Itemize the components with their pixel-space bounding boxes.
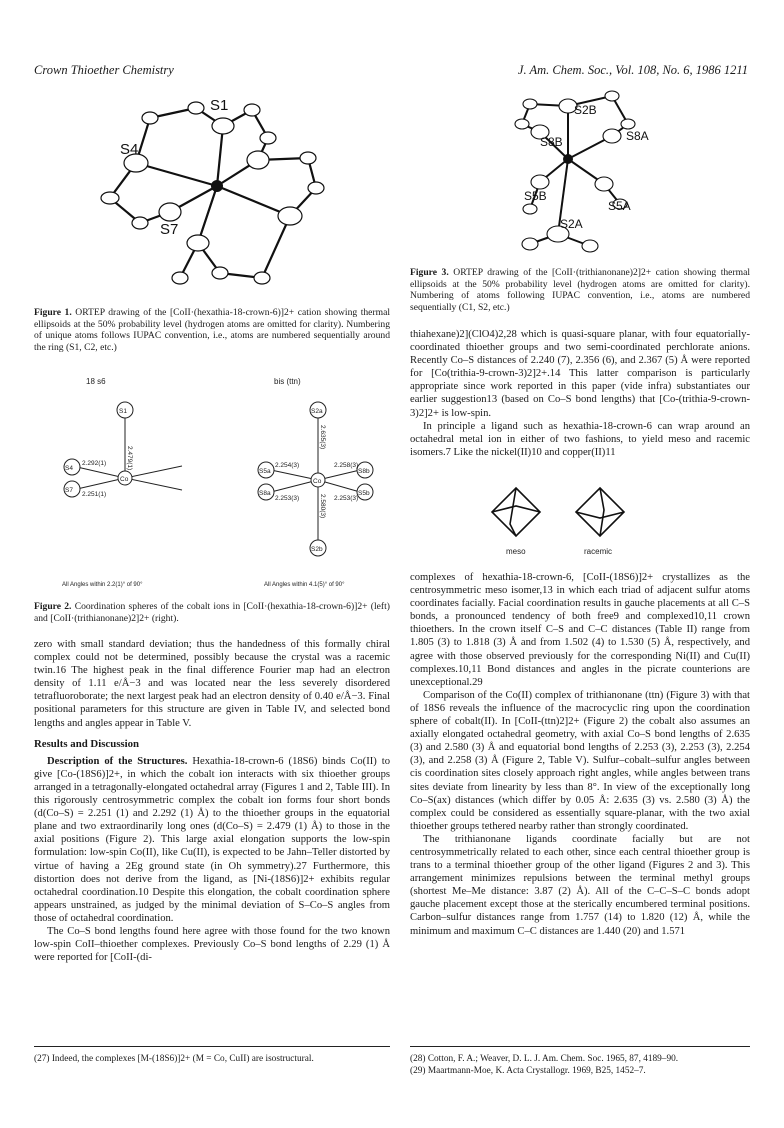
figure-3-label: Figure 3.	[410, 267, 449, 278]
running-header-left: Crown Thioether Chemistry	[34, 63, 174, 77]
isomer-meso-label: meso	[506, 547, 526, 556]
right-footnote-1: (28) Cotton, F. A.; Weaver, D. L. J. Am. Chem. Soc. 1965, 87, 4189–90.	[410, 1054, 679, 1064]
subsection-lead: Description of the Structures.	[47, 755, 188, 767]
fig2-right-bond-eq4: 2.253(3)	[334, 495, 359, 502]
right-footnote-rule	[410, 1046, 750, 1047]
left-para-3: The Co–S bond lengths found here agree with those found for the two known low-spin CoII–thioether complexes. Previously Co–S bond lengths of 2.29 (1) Å were reported for [CoII-(di-	[34, 925, 390, 964]
fig3-label-s8b: S8B	[540, 135, 563, 149]
fig2-right-bond-axial-b: 2.580(3)	[319, 494, 326, 519]
fig2-right-atom-s2a: S2a	[311, 408, 323, 415]
fig3-label-s2a: S2A	[560, 217, 583, 231]
left-column-body	[34, 638, 390, 964]
fig2-right-title: bis (ttn)	[274, 377, 301, 386]
fig2-right-bond-eq2: 2.258(3)	[334, 462, 359, 469]
running-header-right: J. Am. Chem. Soc., Vol. 108, No. 6, 1986 1211	[517, 63, 748, 77]
fig2-left-bond-eq2: 2.251(1)	[82, 491, 107, 498]
right-para-1: thiahexane)2](ClO4)2,28 which is quasi-square planar, with four equatorially-coordinated thioether groups and two semi-coordinated perchlorate anions. Recently Co–S distances of 2.240 (7), 2.356 (6), and 2.367 (5) Å were reported for [Co(trithia-9-crown-3)2]2+.14 This latter comparison is particularly appropriate since work reported in this paper (vide infra) substantiates our earlier suggestion13 (based on Co–S bond lengths) that [Co-(trithia-9-crown-3)2]2+ is low-spin.	[410, 329, 750, 419]
left-para-2: Hexathia-18-crown-6 (18S6) binds Co(II) to give [Co-(18S6)]2+, in which the cobalt ion interacts with six thioether groups arranged in a tetragonally-elongated octahedral array (Figures 1 and 2, Table III). In this rigorously centrosymmetric complex the cobalt ion forms four short bonds (d(Co–S) = 2.251 (1) and 2.292 (1) Å) to the thioether groups in the equatorial plane and two extraordinarily long ones (d(Co–S) = 2.479 (1) Å) to those in the axial positions (Figure 2). This large axial elongation supports the low-spin formulation: low-spin Co(II), like Cu(II), is expected to be Jahn–Teller distorted by virtue of having a 2Eg ground state (in Oh symmetry).27 Furthermore, this distortion does not derive from the ligand, as [Ni-(18S6)]2+ exhibits regular octahedral coordination.10 Despite this elongation, the cobalt coordination sphere appears unstrained, as judged by the minimal deviation of S–Co–S angles from those of octahedral coordination.	[34, 755, 390, 924]
section-heading-results: Results and Discussion	[34, 737, 140, 750]
figure-1-caption-text: ORTEP drawing of the [CoII·(hexathia-18-crown-6)]2+ cation showing thermal ellipsoids at the 50% probability level (hydrogen atoms are omitted for clarity). Numbering of unique atoms follows IUPAC convention, i.e., atoms are numbered sequentially around the ring (S1, C2, etc.)	[34, 307, 390, 353]
isomer-sketches	[480, 484, 670, 560]
figure-3-caption-text: ORTEP drawing of the [CoII·(trithianonane)2]2+ cation showing thermal ellipsoids at the 50% probability level (hydrogen atoms are omitted for clarity). Numbering of atoms following IUPAC convention, i.e., atoms are numbered sequentially (C1, S2, etc.)	[410, 267, 750, 313]
fig2-left-atom-co: Co	[120, 476, 129, 483]
fig2-right-atom-s8a: S8a	[259, 490, 271, 497]
left-para-1: zero with small standard deviation; thus the handedness of this formally chiral complex could not be determined, possibly because the crystal was a racemic twin.16 The highest peak in the final difference Fourier map had an electron density of 1.11 e/Å−3 and was located near the less severely disordered tetrafluoroborate; the next largest peak had an electron density of 0.40 e/Å−3. Final positional parameters for this structure are given in Table IV, and selected bond lengths and angles appear in Table V.	[34, 639, 390, 729]
left-footnote: (27) Indeed, the complexes [M-(18S6)]2+ (M = Co, CuII) are isostructural.	[34, 1054, 314, 1064]
fig1-label-s7: S7	[160, 221, 179, 238]
fig2-right-bond-axial-a: 2.635(3)	[319, 425, 326, 450]
right-column-body-top	[410, 328, 750, 459]
figure-1-label: Figure 1.	[34, 307, 72, 318]
figure-2-caption-text: Coordination spheres of the cobalt ions in [CoII·(hexathia-18-crown-6)]2+ (left) and [CoII·(trithianonane)2]2+ (right).	[34, 601, 390, 624]
fig1-label-s1: S1	[210, 97, 229, 114]
fig2-left-title: 18 s6	[86, 377, 106, 386]
figure-2-caption	[34, 601, 390, 624]
figure-2-coordination	[34, 370, 390, 600]
fig3-label-s8a: S8A	[626, 129, 649, 143]
fig1-label-s4: S4	[120, 141, 139, 158]
fig2-left-atom-s1: S1	[119, 408, 127, 415]
right-para-2: In principle a ligand such as hexathia-18-crown-6 can wrap around an octahedral metal ion in either of two fashions, to yield meso and racemic isomers.7 Like the nickel(II)10 and copper(II)11	[410, 420, 750, 458]
right-para-5: The trithianonane ligands coordinate facially but are not centrosymmetrically related to each other, since each central thioether group is trans to a terminal thioether group of the other ligand (Figures 2 and 3). This arrangement minimizes repulsions between the terminal methyl groups (shortest Me–Me distance: 3.87 (2) Å). All of the C–C–S–C bonds adopt gauche placement except those at the sterically encumbered terminal positions. Carbon–sulfur distances range from 1.757 (14) to 1.820 (12) Å, while the minimum and maximum C–C distances are 1.440 (20) and 1.571	[410, 833, 750, 937]
right-footnote-2: (29) Maartmann-Moe, K. Acta Crystallogr. 1969, B25, 1452–7.	[410, 1066, 646, 1076]
figure-1-caption	[34, 307, 390, 353]
fig2-right-bond-eq1: 2.254(3)	[275, 462, 300, 469]
fig2-right-atom-s2b: S2b	[311, 546, 323, 553]
right-column-body-bottom	[410, 571, 750, 938]
fig2-right-atom-s8b: S8b	[358, 468, 370, 475]
fig2-right-atom-s5a: S5a	[259, 468, 271, 475]
figure-1-ortep	[80, 88, 340, 298]
fig2-left-atom-s4: S4	[65, 465, 73, 472]
right-para-4: Comparison of the Co(II) complex of trithianonane (ttn) (Figure 3) with that of 18S6 reveals the influence of the macrocyclic ring upon the coordination sphere of cobalt(II). In [CoII-(ttn)2]2+ (Figure 2) the cobalt also assumes an axially elongated octahedral geometry, with axial Co–S bond lengths of 2.635 (3) and 2.580 (3) Å and equatorial bond lengths of 2.253 (3), 2.253 (3), 2.254 (3), and 2.258 (3) Å (Figure 2, Table V). Sulfur–cobalt–sulfur angles between cis coordination sites closely approach right angles, while angles between trans sites deviate from linearity by less than 8°. In view of the exceptionally long Co–S(ax) distances (which differ by 0.05 Å: 2.635 (3) vs. 2.580 (3) Å) the complex could be considered as essentially square-planar, with the two axial thioether groups tethered nearby rather than strongly coordinated.	[410, 689, 750, 832]
fig3-label-s2b: S2B	[574, 103, 597, 117]
fig2-right-atom-s5b: S5b	[358, 490, 370, 497]
fig3-label-s5b: S5B	[524, 189, 547, 203]
fig2-left-bond-eq1: 2.292(1)	[82, 460, 107, 467]
figure-2-label: Figure 2.	[34, 601, 72, 612]
isomer-racemic-label: racemic	[584, 547, 613, 556]
right-para-3: complexes of hexathia-18-crown-6, [CoII-(18S6)]2+ crystallizes as the centrosymmetric meso isomer,13 in which each triad of adjacent sulfur atoms coordinates facially. Facial coordination results in gauche placements at all C–S bonds, a pronounced tendency of both free9 and complexed10,11 crown thioethers. In the crown itself C–S and C–C distances (Table II) range from 1.805 (3) to 1.818 (3) Å and from 1.502 (4) to 1.530 (5) Å, respectively, and agree with those observed previously for the corresponding Ni(II) and Cu(II) complexes.10,11 Bond distances and angles in the picrate counterions are unexceptional.29	[410, 572, 750, 688]
fig2-right-note: All Angles within 4.1(5)° of 90°	[264, 582, 345, 588]
fig2-left-bond-axial: 2.479(1)	[126, 446, 133, 471]
fig2-left-atom-s7: S7	[65, 487, 73, 494]
fig2-right-bond-eq3: 2.253(3)	[275, 495, 300, 502]
figure-3-ortep	[500, 84, 680, 264]
fig2-left-note: All Angles within 2.2(1)° of 90°	[62, 582, 143, 588]
fig2-right-atom-co: Co	[313, 478, 322, 485]
left-footnote-rule	[34, 1046, 390, 1047]
fig3-label-s5a: S5A	[608, 199, 631, 213]
figure-3-caption	[410, 267, 750, 313]
